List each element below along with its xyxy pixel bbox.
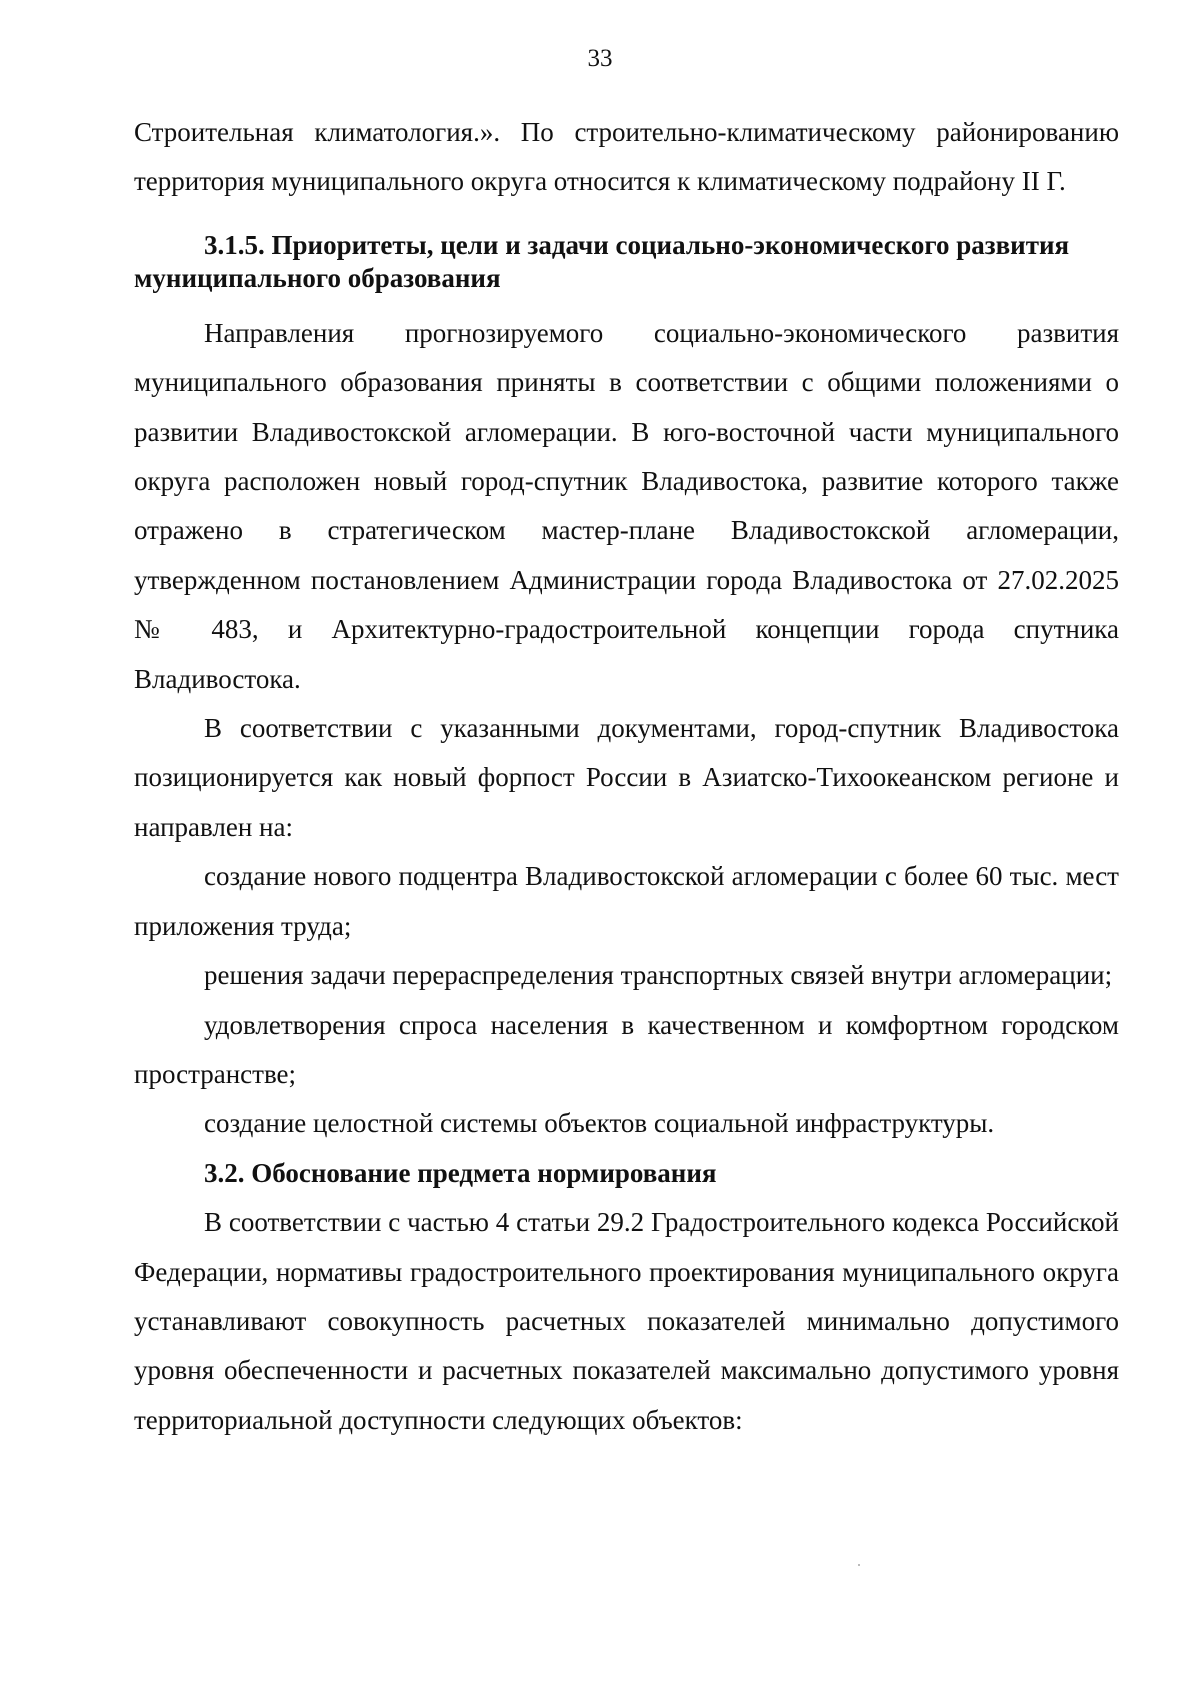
- page-number: 33: [587, 45, 613, 72]
- paragraph-development-directions: Направления прогнозируемого социально-экономического развития муниципального образования приняты в соответствии с общими положениями о развитии Владивостокской агломерации. В юго-восточной части муниципального округа расположен новый город-спутник Владивостока, развитие которого также отражено в стратегическом мастер-плане Владивостокской агломерации, утвержденном постановлением Администрации города Владивостока от 27.02.2025 № 483, и Архитектурно-градостроительной концепции города спутника Владивостока.: [134, 317, 1119, 694]
- paragraph-urban-planning-code: В соответствии с частью 4 статьи 29.2 Градостроительного кодекса Российской Федерации, нормативы градостроительного проектирования муниципального округа устанавливают совокупность расчетных показателей минимально допустимого уровня обеспеченности и расчетных показателей максимально допустимого уровня территориальной доступности следующих объектов:: [134, 1207, 1119, 1435]
- list-item-transport-links: решения задачи перераспределения транспортных связей внутри агломерации;: [204, 960, 1113, 991]
- paragraph-satellite-city-positioning: В соответствии с указанными документами, город-спутник Владивостока позиционируется как новый форпост России в Азиатско-Тихоокеанском регионе и направлен на:: [134, 713, 1119, 842]
- section-heading-3-1-5: 3.1.5. Приоритеты, цели и задачи социально-экономического развития муниципального образования: [134, 229, 1070, 293]
- list-item-urban-space-demand: удовлетворения спроса населения в качественном и комфортном городском пространстве;: [134, 1009, 1119, 1089]
- paragraph-climate-zone: Строительная климатология.». По строительно-климатическому районированию территория муниципального округа относится к климатическому подрайону II Г.: [134, 117, 1119, 197]
- list-item-new-subcenter: создание нового подцентра Владивостокской агломерации с более 60 тыс. мест приложения труда;: [134, 861, 1119, 941]
- scan-speck: [858, 1564, 860, 1566]
- document-body: [134, 108, 1119, 1445]
- list-item-social-infrastructure: создание целостной системы объектов социальной инфраструктуры.: [204, 1108, 995, 1139]
- section-heading-3-2: 3.2. Обоснование предмета нормирования: [204, 1157, 717, 1188]
